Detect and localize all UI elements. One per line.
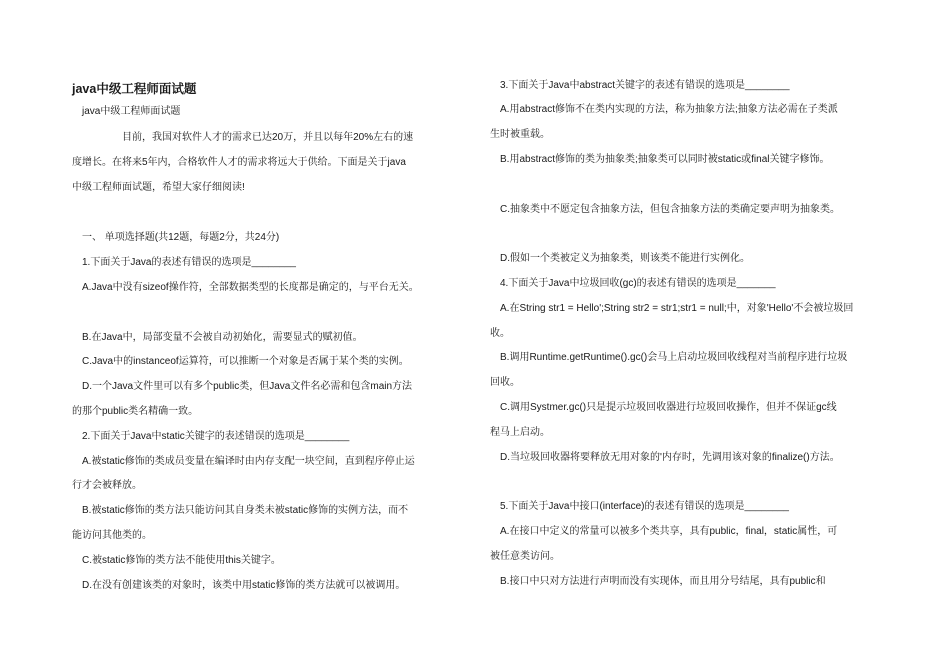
answer-line: A.被static修饰的类成员变量在编译时由内存支配一块空间，直到程序停止运 <box>82 456 415 467</box>
answer-line: 收。 <box>490 328 510 339</box>
intro-line: 中级工程师面试题，希望大家仔细阅读! <box>72 182 245 193</box>
answer-line: C.Java中的instanceof运算符，可以推断一个对象是否属于某个类的实例。 <box>82 356 409 367</box>
answer-line: C.抽象类中不愿定包含抽象方法，但包含抽象方法的类确定要声明为抽象类。 <box>500 204 840 215</box>
answer-line: 程马上启动。 <box>490 427 550 438</box>
answer-line: 的那个public类名精确一致。 <box>72 406 199 417</box>
answer-line: A.Java中没有sizeof操作符，全部数据类型的长度都是确定的，与平台无关。 <box>82 282 419 293</box>
answer-line: D.假如一个类被定义为抽象类，则该类不能进行实例化。 <box>500 253 750 264</box>
answer-line: B.调用Runtime.getRuntime().gc()会马上启动垃圾回收线程对当前程序进行垃圾 <box>500 352 848 363</box>
question-1: 1.下面关于Java的表述有错误的选项是________ <box>82 257 296 268</box>
answer-line: C.被static修饰的类方法不能使用this关键字。 <box>82 555 281 566</box>
document-subtitle: java中级工程师面试题 <box>82 106 181 117</box>
answer-line: A.在String str1 = Hello';String str2 = str1;str1 = null;中，对象'Hello'不会被垃圾回 <box>500 303 854 314</box>
question-3: 3.下面关于Java中abstract关键字的表述有错误的选项是________ <box>500 80 790 91</box>
answer-line: A.用abstract修饰不在类内实现的方法，称为抽象方法;抽象方法必需在子类派 <box>500 104 838 115</box>
answer-line: 被任意类访问。 <box>490 551 560 562</box>
answer-line: B.被static修饰的类方法只能访问其自身类未被static修饰的实例方法，而不 <box>82 505 409 516</box>
document-title: java中级工程师面试题 <box>72 82 197 96</box>
question-4: 4.下面关于Java中垃圾回收(gc)的表述有错误的选项是_______ <box>500 278 776 289</box>
question-2: 2.下面关于Java中static关键字的表述错误的选项是________ <box>82 431 350 442</box>
answer-line: D.在没有创建该类的对象时，该类中用static修饰的类方法就可以被调用。 <box>82 580 406 591</box>
section-heading: 一、 单项选择题(共12题，每题2分，共24分) <box>82 232 280 243</box>
intro-line: 度增长。在将来5年内，合格软件人才的需求将远大于供给。下面是关于java <box>72 157 406 168</box>
intro-line: 目前，我国对软件人才的需求已达20万，并且以每年20%左右的速 <box>122 132 414 143</box>
answer-line: B.用abstract修饰的类为抽象类;抽象类可以同时被static或final关键字修饰。 <box>500 154 830 165</box>
answer-line: C.调用Systmer.gc()只是提示垃圾回收器进行垃圾回收操作，但并不保证gc线 <box>500 402 837 413</box>
answer-line: 行才会被释放。 <box>72 480 142 491</box>
question-5: 5.下面关于Java中接口(interface)的表述有错误的选项是________ <box>500 501 789 512</box>
answer-line: B.接口中只对方法进行声明而没有实现体，而且用分号结尾，具有public和 <box>500 576 826 587</box>
answer-line: 能访问其他类的。 <box>72 530 152 541</box>
answer-line: 回收。 <box>490 377 520 388</box>
answer-line: D.一个Java文件里可以有多个public类，但Java文件名必需和包含main方法 <box>82 381 413 392</box>
answer-line: 生时被重载。 <box>490 129 550 140</box>
answer-line: A.在接口中定义的常量可以被多个类共享，具有public，final，static属性，可 <box>500 526 838 537</box>
answer-line: B.在Java中，局部变量不会被自动初始化，需要显式的赋初值。 <box>82 332 363 343</box>
answer-line: D.当垃圾回收器将要释放无用对象的'内存时，先调用该对象的finalize()方法。 <box>500 452 840 463</box>
